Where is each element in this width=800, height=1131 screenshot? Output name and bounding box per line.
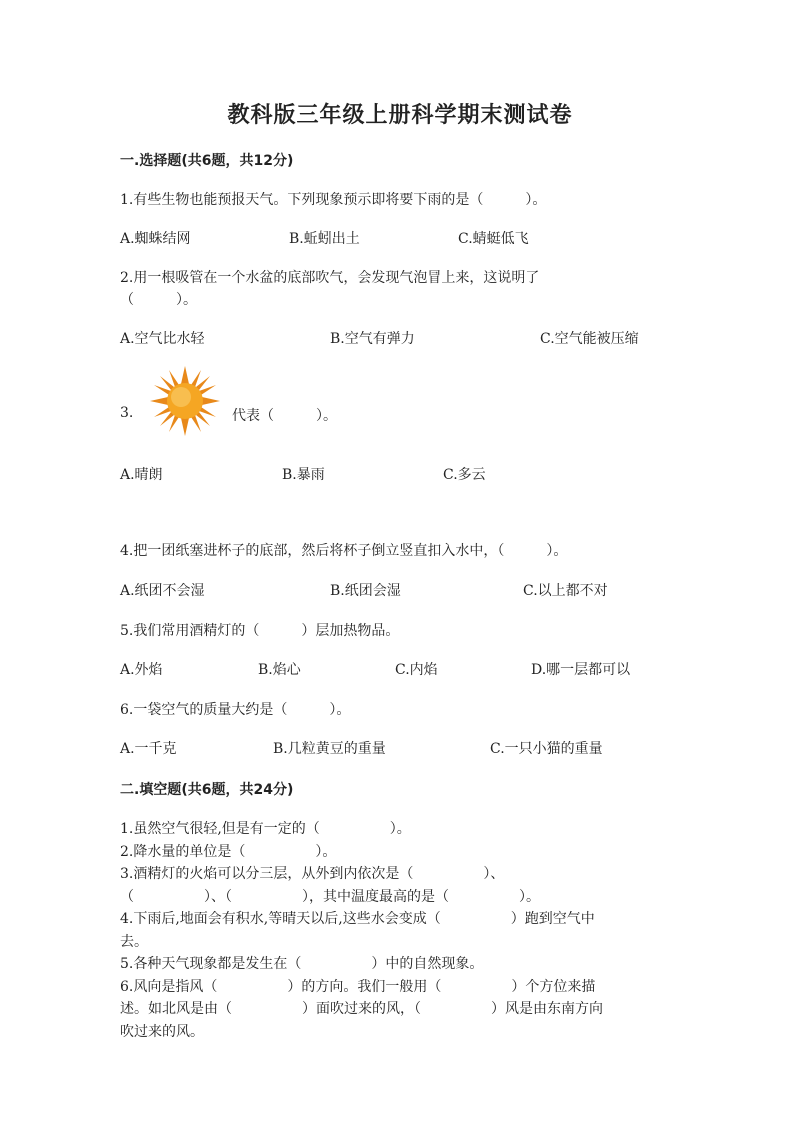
question-1-stem: 1.有些生物也能预报天气。下列现象预示即将要下雨的是（ ）。 xyxy=(120,192,547,208)
question-1-option-c: C.蜻蜓低飞 xyxy=(458,231,529,247)
fill-in-questions xyxy=(120,818,680,1043)
fill-in-line: 5.各种天气现象都是发生在（ ）中的自然现象。 xyxy=(120,956,484,972)
question-3-stem: 代表（ ）。 xyxy=(232,408,337,424)
question-5-option-b: B.焰心 xyxy=(258,662,301,678)
question-2-option-b: B.空气有弹力 xyxy=(330,331,415,347)
fill-in-line: 2.降水量的单位是（ ）。 xyxy=(120,843,337,860)
question-3-option-a: A.晴朗 xyxy=(120,467,163,483)
sun-icon xyxy=(150,366,220,436)
question-4-stem: 4.把一团纸塞进杯子的底部，然后将杯子倒立竖直扣入水中，（ ）。 xyxy=(120,543,568,559)
question-4-option-c: C.以上都不对 xyxy=(523,583,608,599)
fill-in-line: 述。如北风是由（ ）面吹过来的风，（ ）风是由东南方向 xyxy=(120,1001,603,1017)
question-6-option-c: C.一只小猫的重量 xyxy=(490,741,603,757)
section-heading-fill-in: 二.填空题(共6题，共24分) xyxy=(120,782,294,798)
question-5-option-a: A.外焰 xyxy=(120,662,163,678)
question-6-stem: 6.一袋空气的质量大约是（ ）。 xyxy=(120,702,351,718)
question-2-stem-line2: （ ）。 xyxy=(120,292,197,308)
question-2-stem-line1: 2.用一根吸管在一个水盆的底部吹气，会发现气泡冒上来，这说明了 xyxy=(120,270,540,286)
question-1-option-b: B.蚯蚓出土 xyxy=(289,231,360,247)
fill-in-line: 4.下雨后,地面会有积水,等晴天以后,这些水会变成（ ）跑到空气中 xyxy=(120,911,595,927)
fill-in-line: 3.酒精灯的火焰可以分三层，从外到内依次是（ ）、 xyxy=(120,866,505,882)
page-title: 教科版三年级上册科学期末测试卷 xyxy=(227,103,573,128)
question-3-option-b: B.暴雨 xyxy=(282,467,325,483)
section-heading-choice: 一.选择题(共6题，共12分) xyxy=(120,153,294,169)
fill-in-line: 1.虽然空气很轻,但是有一定的（ ）。 xyxy=(120,821,411,837)
fill-in-line: 6.风向是指风（ ）的方向。我们一般用（ ）个方位来描 xyxy=(120,978,596,995)
question-3-number: 3. xyxy=(120,405,134,421)
fill-in-line: 吹过来的风。 xyxy=(120,1023,204,1040)
question-2-option-a: A.空气比水轻 xyxy=(120,331,205,347)
question-6-option-a: A.一千克 xyxy=(120,741,177,757)
question-5-stem: 5.我们常用酒精灯的（ ）层加热物品。 xyxy=(120,623,400,639)
fill-in-line: 去。 xyxy=(120,933,148,950)
question-5-option-d: D.哪一层都可以 xyxy=(531,662,631,678)
question-6-option-b: B.几粒黄豆的重量 xyxy=(273,741,386,757)
question-2-option-c: C.空气能被压缩 xyxy=(540,331,639,347)
question-1-option-a: A.蜘蛛结网 xyxy=(120,231,191,247)
question-4-option-a: A.纸团不会湿 xyxy=(120,583,205,599)
question-3-option-c: C.多云 xyxy=(443,467,486,483)
question-5-option-c: C.内焰 xyxy=(395,662,438,678)
fill-in-line: （ ）、（ ），其中温度最高的是（ ）。 xyxy=(120,888,540,905)
question-4-option-b: B.纸团会湿 xyxy=(330,583,401,599)
